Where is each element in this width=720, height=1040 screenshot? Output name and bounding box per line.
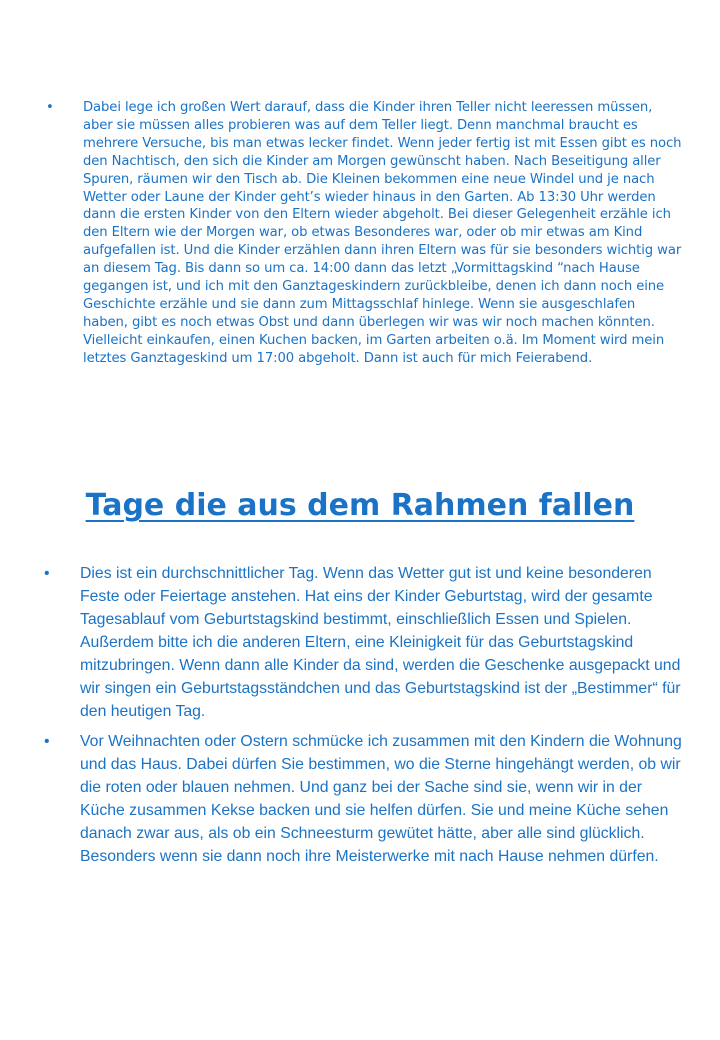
special-days-section <box>44 562 685 875</box>
bullet-icon: • <box>44 565 50 582</box>
paragraph-text: Vor Weihnachten oder Ostern schmücke ich zusammen mit den Kindern die Wohnung und das Haus. Dabei dürfen Sie bestimmen, wo die Sterne hingehängt werden, ob wir die roten oder blauen nehmen. Und ganz bei der Sache sind sie, wenn wir in der Küche zusammen Kekse backen und sie helfen dürfen. Sie und meine Küche sehen danach zwar aus, als ob ein Schneesturm gewütet hätte, aber alle sind glücklich. Besonders wenn sie dann noch ihre Meisterwerke mit nach Hause nehmen dürfen. <box>80 733 682 865</box>
list-item <box>46 99 683 368</box>
list-item <box>44 562 685 723</box>
paragraph-text: Dabei lege ich großen Wert darauf, dass die Kinder ihren Teller nicht leeressen müssen, aber sie müssen alles probieren was auf dem Teller liegt. Denn manchmal braucht es mehrere Versuche, bis man etwas lecker findet. Wenn jeder fertig ist mit Essen gibt es noch den Nachtisch, den sich die Kinder am Morgen gewünscht haben. Nach Beseitigung aller Spuren, räumen wir den Tisch ab. Die Kleinen bekommen eine neue Windel und je nach Wetter oder Laune der Kinder geht’s wieder hinaus in den Garten. Ab 13:30 Uhr werden dann die ersten Kinder von den Eltern wieder abgeholt. Bei dieser Gelegenheit erzähle ich den Eltern wie der Morgen war, ob etwas Besonderes war, oder ob mir etwas am Kind aufgefallen ist. Und die Kinder erzählen dann ihren Eltern was für sie besonders wichtig war an diesem Tag. Bis dann so um ca. 14:00 dann das letzt „Vormittagskind “nach Hause gegangen ist, und ich mit den Ganztageskindern zurückbleibe, denen ich dann noch eine Geschichte erzähle und sie dann zum Mittagsschlaf hinlege. Wenn sie ausgeschlafen haben, gibt es noch etwas Obst und dann überlegen wir was wir noch machen könnten. Vielleicht einkaufen, einen Kuchen backen, im Garten arbeiten o.ä. Im Moment wird mein letztes Ganztageskind um 17:00 abgeholt. Dann ist auch für mich Feierabend. <box>83 100 682 366</box>
list-item <box>44 730 685 868</box>
bullet-list <box>44 562 685 868</box>
bullet-list <box>46 99 683 368</box>
bullet-icon: • <box>46 100 54 115</box>
daily-routine-section <box>46 99 683 368</box>
paragraph-text: Dies ist ein durchschnittlicher Tag. Wenn das Wetter gut ist und keine besonderen Feste oder Feiertage anstehen. Hat eins der Kinder Geburtstag, wird der gesamte Tagesablauf vom Geburtstagskind bestimmt, einschließlich Essen und Spielen. Außerdem bitte ich die anderen Eltern, eine Kleinigkeit für das Geburtstagskind mitzubringen. Wenn dann alle Kinder da sind, werden die Geschenke ausgepackt und wir singen ein Geburtstagsständchen und das Geburtstagskind ist der „Bestimmer“ für den heutigen Tag. <box>80 565 681 720</box>
section-heading: Tage die aus dem Rahmen fallen <box>85 488 635 523</box>
bullet-icon: • <box>44 733 50 750</box>
